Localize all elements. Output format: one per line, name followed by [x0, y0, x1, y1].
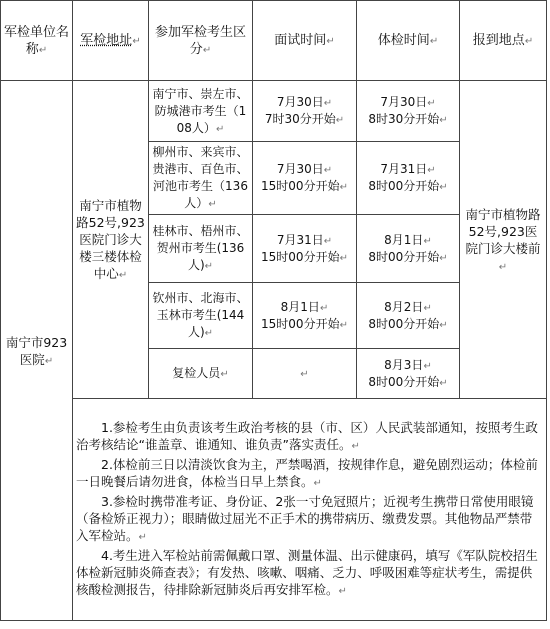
- unit-name-cell: 南宁市923医院↵: [1, 81, 73, 621]
- note-item: 1.参检考生由负责该考生政治考核的县（市、区）人民武装部通知，按照考生政治考核结论“谁盖章、谁通知、谁负责”落实责任。↵: [76, 419, 538, 452]
- interview-cell: 8月1日↵ 15时00分开始↵: [253, 283, 357, 349]
- interview-cell: 7月30日↵ 7时30分开始↵: [253, 81, 357, 142]
- header-interview-time: 面试时间↵: [253, 1, 357, 81]
- note-item: 3.参检时携带准考证、身份证、2张一寸免冠照片；近视考生携带日常使用眼镜（备检矫正视力）；眼睛做过屈光不正手术的携带病历、缴费发票。其他物品严禁带入军检站。↵: [76, 493, 534, 543]
- exam-cell: 8月3日↵ 8时00分开始↵: [357, 349, 460, 399]
- address-cell: 南宁市植物路52号,923医院门诊大楼三楼体检中心↵: [73, 81, 149, 399]
- notes-row: [1, 399, 547, 621]
- interview-cell: 7月31日↵ 15时00分开始↵: [253, 215, 357, 283]
- report-place-cell: 南宁市植物路52号,923医院门诊大楼前↵: [460, 81, 547, 399]
- interview-cell: 7月30日↵ 15时00分开始↵: [253, 142, 357, 215]
- area-cell: 南宁市、崇左市、防城港市考生（108人）↵: [149, 81, 253, 142]
- exam-cell: 7月31日↵ 8时00分开始↵: [357, 142, 460, 215]
- exam-cell: 7月30日↵ 8时30分开始↵: [357, 81, 460, 142]
- note-item: 2.体检前三日以清淡饮食为主，严禁喝酒，按规律作息，避免剧烈运动；体检前一日晚餐后请勿进食，体检当日早上禁食。↵: [76, 456, 538, 489]
- interview-cell: ↵: [253, 349, 357, 399]
- area-cell: 柳州市、来宾市、贵港市、百色市、河池市考生（136人）↵: [149, 142, 253, 215]
- note-item: 4.考生进入军检站前需佩戴口罩、测量体温、出示健康码，填写《军队院校招生体检新冠肺炎筛查表》；有发热、咳嗽、咽痛、乏力、呼吸困难等症状考生，需提供核酸检测报告，待排除新冠肺炎后再安排军检。↵: [76, 547, 538, 597]
- header-exam-time: 体检时间↵: [357, 1, 460, 81]
- notes-cell: [73, 399, 547, 621]
- exam-cell: 8月2日↵ 8时00分开始↵: [357, 283, 460, 349]
- header-area: 参加军检考生区分↵: [149, 1, 253, 81]
- header-address: 军检地址↵: [73, 1, 149, 81]
- area-cell: 复检人员↵: [149, 349, 253, 399]
- header-unit: 军检单位名称↵: [1, 1, 73, 81]
- area-cell: 钦州市、北海市、玉林市考生(144人)↵: [149, 283, 253, 349]
- table-row: [1, 81, 547, 142]
- area-cell: 桂林市、梧州市、贺州市考生(136人)↵: [149, 215, 253, 283]
- header-row: [1, 1, 547, 81]
- exam-cell: 8月1日↵ 8时00分开始↵: [357, 215, 460, 283]
- header-report-place: 报到地点↵: [460, 1, 547, 81]
